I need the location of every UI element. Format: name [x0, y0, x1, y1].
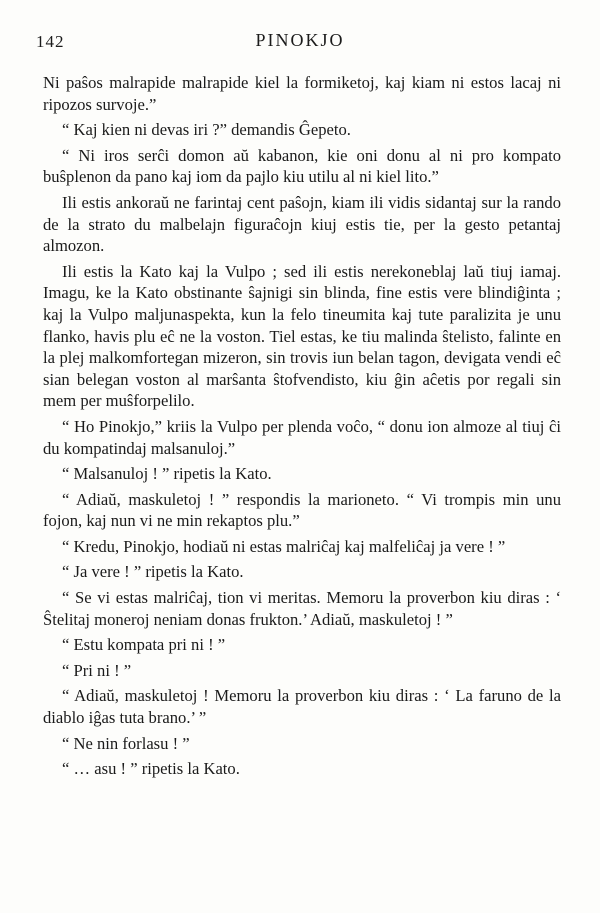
paragraph: “ Adiaŭ, maskuletoj ! ” respondis la marioneto. “ Vi trompis min unu fojon, kaj nun vi ne min rekaptos plu.” [43, 489, 561, 531]
paragraph: Ili estis ankoraŭ ne farintaj cent paŝojn, kiam ili vidis sidantaj sur la rando de la strato du malbelajn figuraĉojn kiuj estis tie, per la gesto petantaj almozon. [43, 192, 561, 256]
paragraph: “ Estu kompata pri ni ! ” [62, 635, 226, 655]
paragraph: “ Kredu, Pinokjo, hodiaŭ ni estas malriĉaj kaj malfeliĉaj ja vere ! ” [62, 536, 506, 556]
paragraph: “ Kaj kien ni devas iri ?” demandis Ĝepeto. [62, 120, 351, 140]
paragraph: Ni paŝos malrapide malrapide kiel la formiketoj, kaj kiam ni estos lacaj ni ripozos survoje.” [43, 73, 561, 114]
paragraph: “ Ni iros serĉi domon aŭ kabanon, kie oni donu al ni pro kompato buŝplenon da pano kaj iom da pajlo kiu utilu al ni kiel lito.” [43, 145, 561, 187]
paragraph: “ … asu ! ” ripetis la Kato. [62, 759, 240, 779]
page-header [0, 28, 600, 58]
paragraph: “ Se vi estas malriĉaj, tion vi meritas. Memoru la proverbon kiu diras : ‘ Ŝtelitaj moneroj neniam donas frukton.’ Adiaŭ, maskuletoj ! ” [43, 588, 561, 629]
running-title: PINOKJO [255, 30, 345, 50]
paragraph: “ Pri ni ! ” [62, 660, 132, 680]
paragraph: “ Ho Pinokjo,” kriis la Vulpo per plenda voĉo, “ donu ion almoze al tiuj ĉi du kompatindaj malsanuloj.” [43, 416, 561, 458]
paragraph: “ Adiaŭ, maskuletoj ! Memoru la proverbon kiu diras : ‘ La faruno de la diablo iĝas tuta brano.’ ” [43, 686, 561, 728]
page-number: 142 [36, 32, 65, 51]
page-body [43, 72, 561, 784]
paragraph: “ Malsanuloj ! ” ripetis la Kato. [62, 464, 272, 484]
paragraph: “ Ja vere ! ” ripetis la Kato. [62, 562, 244, 582]
paragraph: Ili estis la Kato kaj la Vulpo ; sed ili estis nerekoneblaj laŭ tiuj iamaj. Imagu, ke la Kato obstinante ŝajnigi sin blinda, fine estis vere blindiĝinta ; kaj la Vulpo maljunaspekta, kun la felo tineumita kaj tute paralizita je unu flanko, havis plu eĉ ne la voston. Tiel estas, ke tiu malinda ŝtelisto, falinte en la plej malkomfortegan mizeron, sin trovis iun belan tagon, devigata vendi eĉ sian belegan voston al marŝanta ŝtofvendisto, kiu ĝin aĉetis por regali sin mem per muŝforpelilo. [43, 261, 561, 411]
paragraph: “ Ne nin forlasu ! ” [62, 733, 190, 753]
